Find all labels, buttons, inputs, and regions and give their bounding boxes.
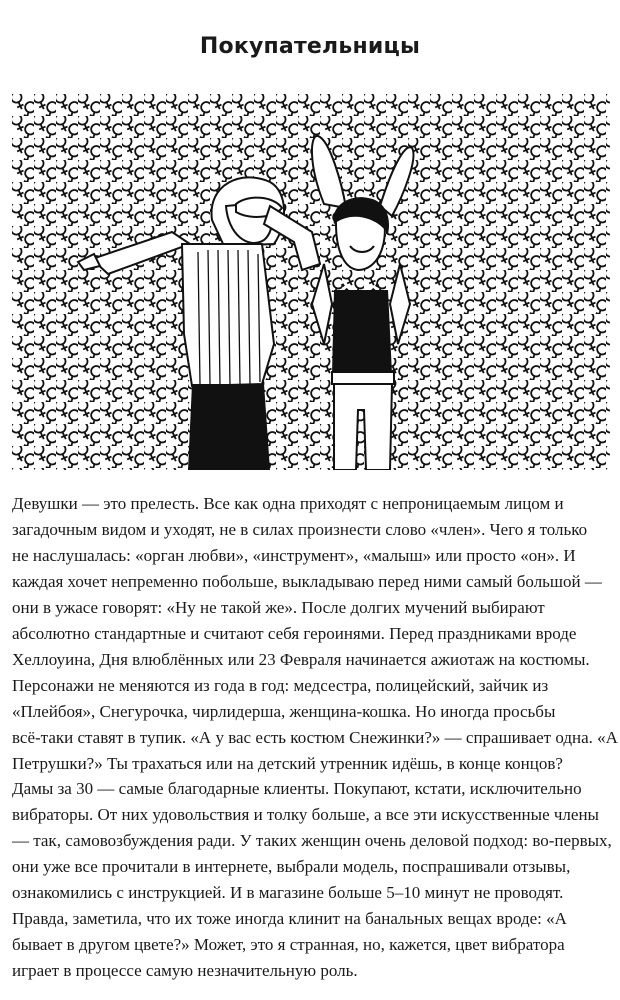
text-line: не наслушалась: «орган любви», «инструмент», «малыш» или просто «он». И	[12, 546, 576, 565]
paragraph-2	[12, 776, 612, 984]
text-line: Персонажи не меняются из года в год: медсестра, полицейский, зайчик из	[12, 676, 549, 695]
text-line: играет в процессе самую незначительную роль.	[12, 961, 358, 980]
text-line: Девушки — это прелесть. Все как одна приходят с непроницаемым лицом и	[12, 494, 564, 513]
text-line: Хеллоуина, Дня влюблённых или 23 Февраля начинается ажиотаж на костюмы.	[12, 650, 590, 669]
text-line: вибраторы. От них удовольствия и толку больше, а все эти искусственные члены	[12, 805, 599, 824]
article-title: Покупательницы	[199, 34, 421, 59]
text-line: загадочным видом и уходят, не в силах произнести слово «член». Чего я только	[12, 520, 588, 539]
text-line: Петрушки?» Ты трахаться или на детский утренник идёшь, в конце концов?	[12, 754, 563, 773]
text-line: ознакомились с инструкцией. И в магазине больше 5–10 минут не проводят.	[12, 883, 564, 902]
text-line: бывает в другом цвете?» Может, это я странная, но, кажется, цвет вибратора	[12, 935, 565, 954]
illustration	[12, 94, 610, 470]
paragraph-1	[12, 491, 618, 777]
text-line: Правда, заметила, что их тоже иногда клинит на банальных вещах вроде: «А	[12, 909, 567, 928]
text-line: — так, самовозбуждения ради. У таких женщин очень деловой подход: во-первых,	[12, 831, 612, 850]
text-line: каждая хочет непременно побольше, выкладываю перед ними самый большой —	[12, 572, 602, 591]
text-line: они уже все прочитали в интернете, выбрали модель, поспрашивали отзывы,	[12, 857, 571, 876]
text-line: всё-таки ставят в тупик. «А у вас есть костюм Снежинки?» — спрашивает одна. «А	[12, 728, 618, 747]
text-line: Дамы за 30 — самые благодарные клиенты. Покупают, кстати, исключительно	[12, 779, 582, 798]
text-line: абсолютно стандартные и считают себя героинями. Перед праздниками вроде	[12, 624, 577, 643]
text-line: они в ужасе говорят: «Ну не такой же». После долгих мучений выбирают	[12, 598, 545, 617]
text-line: «Плейбоя», Снегурочка, чирлидерша, женщина-кошка. Но иногда просьбы	[12, 702, 556, 721]
